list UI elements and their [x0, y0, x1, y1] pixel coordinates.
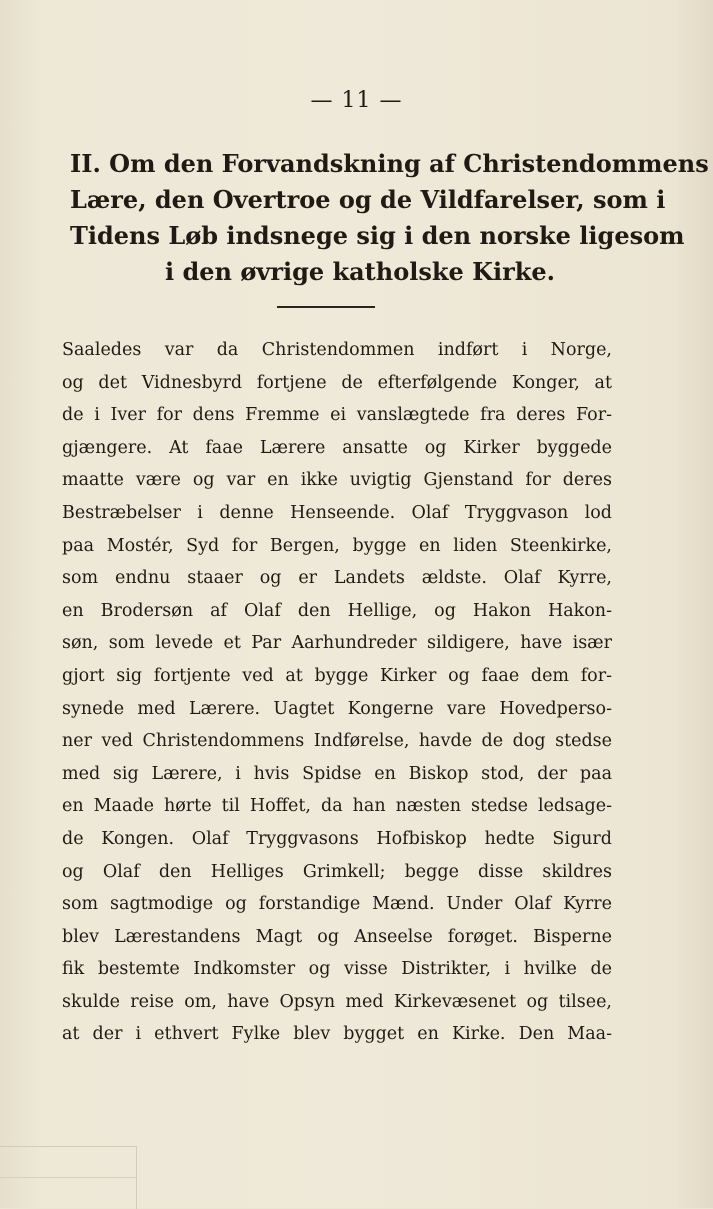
heading-line: II. Om den Forvandskning af Christendommens — [70, 149, 709, 178]
page-number: — 11 — — [310, 88, 403, 113]
body-line: og det Vidnesbyrd fortjene de efterfølgende Konger, at — [62, 372, 612, 393]
body-line: de i Iver for dens Fremme ei vanslægtede fra deres For- — [62, 405, 612, 426]
body-line: og Olaf den Helliges Grimkell; begge disse skildres — [62, 861, 612, 882]
library-label-stub — [0, 1146, 137, 1209]
heading-line: i den øvrige katholske Kirke. — [165, 257, 555, 286]
body-line: de Kongen. Olaf Tryggvasons Hofbiskop hedte Sigurd — [62, 828, 612, 849]
body-line: Saaledes var da Christendommen indført i Norge, — [62, 340, 612, 360]
label-row — [0, 1147, 136, 1178]
body-paragraph — [62, 334, 612, 1051]
body-line: gjort sig fortjente ved at bygge Kirker og faae dem for- — [62, 665, 612, 686]
body-line: som sagtmodige og forstandige Mænd. Under Olaf Kyrre — [62, 894, 612, 915]
body-line: gjængere. At faae Lærere ansatte og Kirker byggede — [62, 437, 612, 458]
body-line: blev Lærestandens Magt og Anseelse forøget. Bisperne — [62, 926, 612, 947]
body-line: synede med Lærere. Uagtet Kongerne vare Hovedperso- — [62, 698, 612, 719]
body-line: at der i ethvert Fylke blev bygget en Kirke. Den Maa- — [62, 1024, 612, 1045]
body-line: med sig Lærere, i hvis Spidse en Biskop stod, der paa — [62, 763, 612, 784]
body-line: skulde reise om, have Opsyn med Kirkevæsenet og tilsee, — [62, 991, 612, 1012]
section-divider — [277, 306, 375, 308]
body-line: søn, som levede et Par Aarhundreder sildigere, have især — [62, 633, 612, 654]
body-line: Bestræbelser i denne Henseende. Olaf Tryggvason lod — [62, 502, 612, 523]
body-line: som endnu staaer og er Landets ældste. Olaf Kyrre, — [62, 568, 612, 589]
chapter-heading — [70, 146, 709, 290]
heading-line: Tidens Løb indsnege sig i den norske ligesom — [70, 221, 685, 250]
body-line: ner ved Christendommens Indførelse, havde de dog stedse — [62, 731, 612, 752]
body-line: fik bestemte Indkomster og visse Distrikter, i hvilke de — [62, 959, 612, 980]
body-line: en Brodersøn af Olaf den Hellige, og Hakon Hakon- — [62, 600, 612, 621]
body-line: maatte være og var en ikke uvigtig Gjenstand for deres — [62, 470, 612, 491]
body-line: en Maade hørte til Hoffet, da han næsten stedse ledsage- — [62, 796, 612, 817]
heading-line: Lære, den Overtroe og de Vildfarelser, som i — [70, 185, 666, 214]
body-line: paa Mostér, Syd for Bergen, bygge en liden Steenkirke, — [62, 535, 612, 556]
